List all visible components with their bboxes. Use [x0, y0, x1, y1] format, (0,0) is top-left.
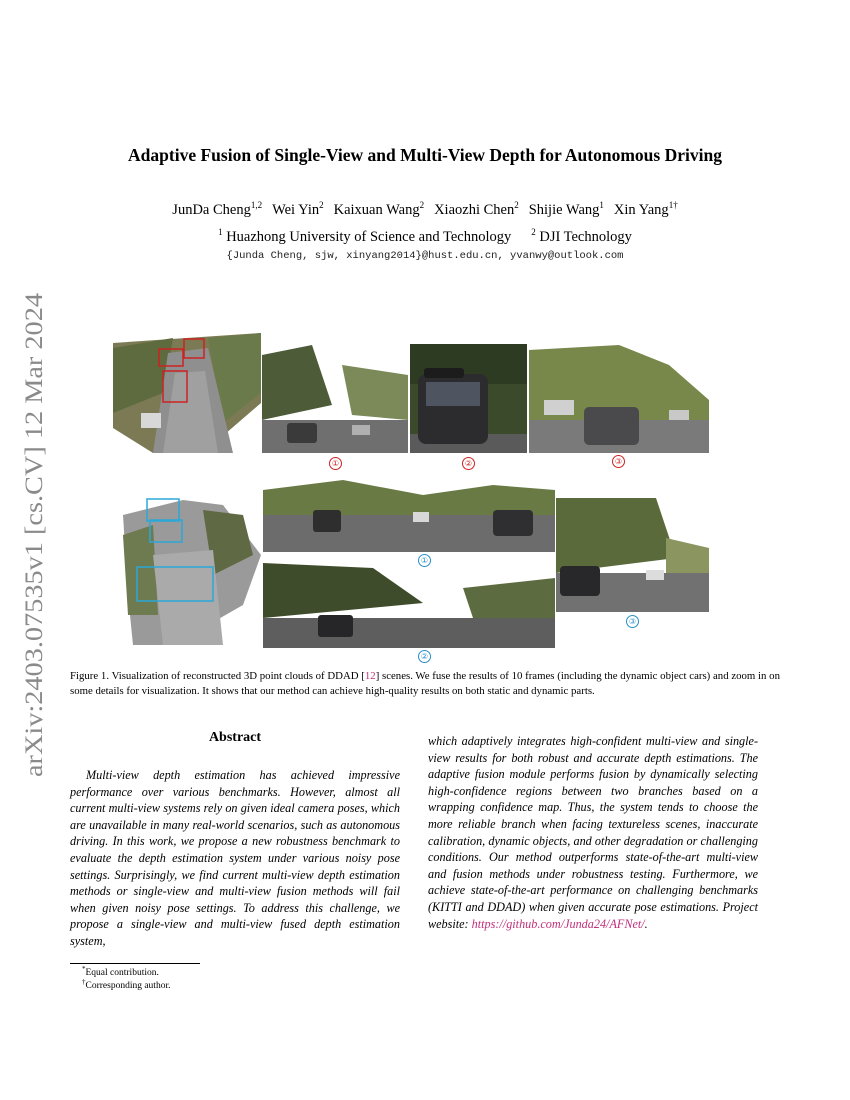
- author-6: [614, 202, 678, 218]
- affiliation-name: DJI Technology: [539, 228, 632, 245]
- affiliation-name: Huazhong University of Science and Technology: [226, 228, 512, 245]
- footnote-corresponding-author: [82, 978, 170, 991]
- affiliation-mark: 2: [531, 227, 536, 237]
- author-1: [172, 202, 262, 218]
- caption-text-start: Visualization of reconstructed 3D point clouds of DDAD [: [111, 670, 365, 682]
- author-list: [0, 200, 850, 219]
- arxiv-side-stamp: [12, 290, 52, 780]
- author-name: Kaixuan Wang: [333, 201, 420, 218]
- author-name: Xiaozhi Chen: [434, 201, 515, 218]
- zoom-image-bottom-1: [263, 470, 555, 552]
- author-affiliation-mark: 1†: [668, 200, 678, 210]
- author-name: JunDa Cheng: [172, 201, 251, 218]
- zoom-image-bottom-3: [556, 498, 709, 612]
- author-affiliation-mark: 1: [599, 200, 604, 210]
- author-3: [334, 202, 424, 218]
- affiliation-1: [218, 229, 511, 245]
- footnote-divider: [70, 963, 200, 964]
- marker-top-2: ②: [462, 457, 475, 470]
- author-name: Xin Yang: [613, 201, 669, 218]
- author-affiliation-mark: 1,2: [250, 200, 263, 210]
- marker-bottom-3: ③: [626, 615, 639, 628]
- caption-label: Figure 1.: [70, 670, 110, 682]
- marker-top-1: ①: [329, 457, 342, 470]
- marker-top-3: ③: [612, 455, 625, 468]
- abstract-right-tail: .: [644, 916, 648, 931]
- footnote-text-1: Equal contribution.: [85, 968, 159, 979]
- footnote-text-2: Corresponding author.: [85, 981, 171, 992]
- footnote-equal-contribution: [82, 965, 159, 978]
- marker-bottom-2: ②: [418, 650, 431, 663]
- affiliation-mark: 1: [218, 227, 223, 237]
- point-cloud-bottom: [113, 495, 261, 645]
- zoom-image-bottom-2: [263, 563, 555, 648]
- footnote-marker-1: *: [82, 965, 86, 973]
- footnote-marker-2: †: [82, 978, 86, 986]
- author-2: [272, 202, 324, 218]
- author-affiliation-mark: 2: [319, 200, 324, 210]
- abstract-right-text: which adaptively integrates high-confident multi-view and single-view results for both robust and accurate depth estimations. The adaptive fusion module performs fusion by dynamically selecting high-confidence regions between two branches based on a wrapping confidence map. Thus, the system tends to choose the more reliable branch when facing textureless scenes, inaccurate calibration, dynamic objects, and other degradation or challenging conditions. Our method outperforms state-of-the-art multi-view and fusion methods under robustness testing. Furthermore, we achieve state-of-the-art performance on challenging benchmarks (KITTI and DDAD) when given accurate pose estimations. Project website:: [428, 734, 758, 931]
- figure-caption: [70, 669, 780, 699]
- point-cloud-top: [113, 333, 261, 453]
- abstract-left-column: Multi-view depth estimation has achieved impressive performance over various benchmarks. However, almost all current multi-view systems rely on given ideal camera poses, which are unavailable in many real-world scenarios, such as autonomous driving. In this work, we propose a new robustness benchmark to evaluate the depth estimation system under various noisy pose settings. Surprisingly, we find current multi-view depth estimation methods or single-view and multi-view fusion methods will fail when given noisy pose settings. To address this challenge, we propose a single-view and multi-view fused depth estimation system,: [70, 768, 400, 948]
- zoom-image-top-3: [529, 345, 709, 453]
- author-4: [434, 202, 519, 218]
- affiliation-list: [0, 227, 850, 246]
- caption-text-end: ] scenes. We fuse the results of 10 frames (including the dynamic object cars) and zoom in on some details for visualization. It shows that our method can achieve high-quality results on both static and dynamic parts.: [70, 670, 780, 697]
- project-website-link[interactable]: https://github.com/Junda24/AFNet/: [471, 916, 645, 931]
- zoom-image-top-1: [262, 345, 408, 453]
- author-name: Wei Yin: [272, 201, 320, 218]
- author-affiliation-mark: 2: [514, 200, 519, 210]
- author-5: [529, 202, 604, 218]
- affiliation-2: [531, 229, 632, 245]
- abstract-right-column: [428, 733, 758, 932]
- author-affiliation-mark: 2: [419, 200, 425, 210]
- paper-title: Adaptive Fusion of Single-View and Multi-View Depth for Autonomous Driving: [128, 145, 722, 165]
- abstract-heading: Abstract: [208, 730, 262, 745]
- author-emails: {Junda Cheng, sjw, xinyang2014}@hust.edu.cn, yvanwy@outlook.com: [226, 250, 624, 262]
- marker-bottom-1: ①: [418, 554, 431, 567]
- arxiv-id-text: arXiv:2403.07535v1 [cs.CV] 12 Mar 2024: [21, 349, 48, 777]
- author-name: Shijie Wang: [528, 201, 600, 218]
- caption-citation[interactable]: 12: [364, 670, 376, 682]
- zoom-image-top-2: [410, 344, 527, 453]
